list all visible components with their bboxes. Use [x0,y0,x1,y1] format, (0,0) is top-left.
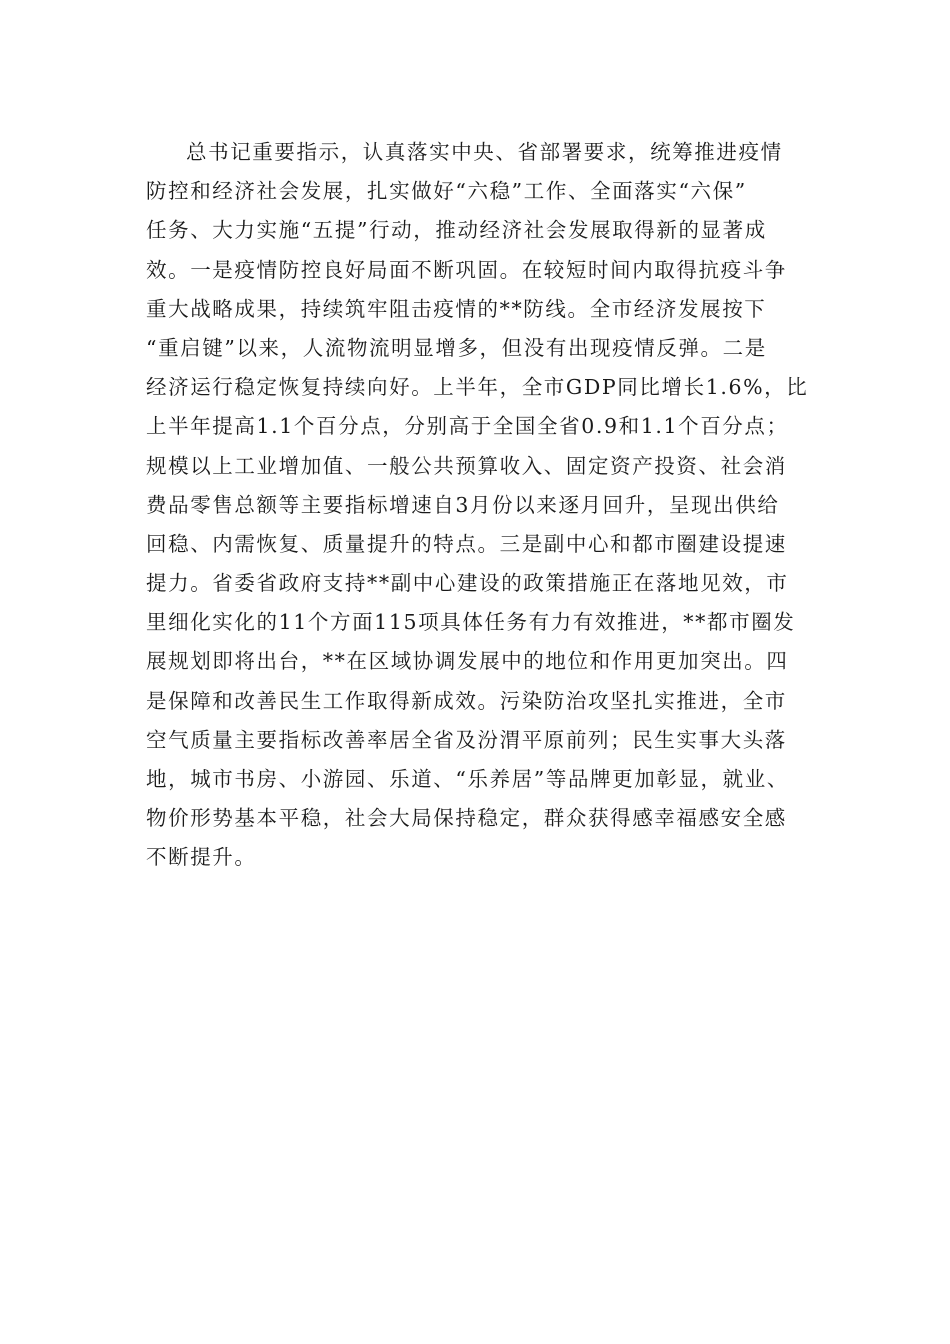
paragraph-line: 上半年提高1.1个百分点，分别高于全国全省0.9和1.1个百分点； [146,414,789,439]
paragraph-line: 是保障和改善民生工作取得新成效。污染防治攻坚扎实推进，全市 [146,688,787,713]
paragraph-line: 任务、大力实施“五提”行动，推动经济社会发展取得新的显著成 [146,218,767,243]
paragraph-line: 里细化实化的11个方面115项具体任务有力有效推进，**都市圈发 [146,610,796,635]
paragraph-line: 效。一是疫情防控良好局面不断巩固。在较短时间内取得抗疫斗争 [146,257,787,282]
paragraph-line: 防控和经济社会发展，扎实做好“六稳”工作、全面落实“六保” [146,179,747,204]
paragraph-line: 提力。省委省政府支持**副中心建设的政策措施正在落地见效，市 [146,571,789,596]
paragraph-line: 规模以上工业增加值、一般公共预算收入、固定资产投资、社会消 [146,453,787,478]
paragraph-line: 展规划即将出台，**在区域协调发展中的地位和作用更加突出。四 [146,649,789,674]
paragraph-line: 经济运行稳定恢复持续向好。上半年，全市GDP同比增长1.6%，比 [146,375,809,400]
body-paragraph [146,133,836,878]
paragraph-line: 总书记重要指示，认真落实中央、省部署要求，统筹推进疫情 [186,140,783,164]
paragraph-line: 重大战略成果，持续筑牢阻击疫情的**防线。全市经济发展按下 [146,296,767,321]
paragraph-line: 回稳、内需恢复、质量提升的特点。三是副中心和都市圈建设提速 [146,531,787,556]
paragraph-line: 费品零售总额等主要指标增速自3月份以来逐月回升，呈现出供给 [146,492,780,517]
paragraph-line: 地，城市书房、小游园、乐道、“乐养居”等品牌更加彰显，就业、 [146,767,789,791]
paragraph-line: 不断提升。 [146,845,257,870]
paragraph-line: 物价形势基本平稳，社会大局保持稳定，群众获得感幸福感安全感 [146,806,787,831]
paragraph-line: “重启键”以来，人流物流明显增多，但没有出现疫情反弹。二是 [146,335,767,360]
paragraph-line: 空气质量主要指标改善率居全省及汾渭平原前列；民生实事大头落 [146,727,787,752]
